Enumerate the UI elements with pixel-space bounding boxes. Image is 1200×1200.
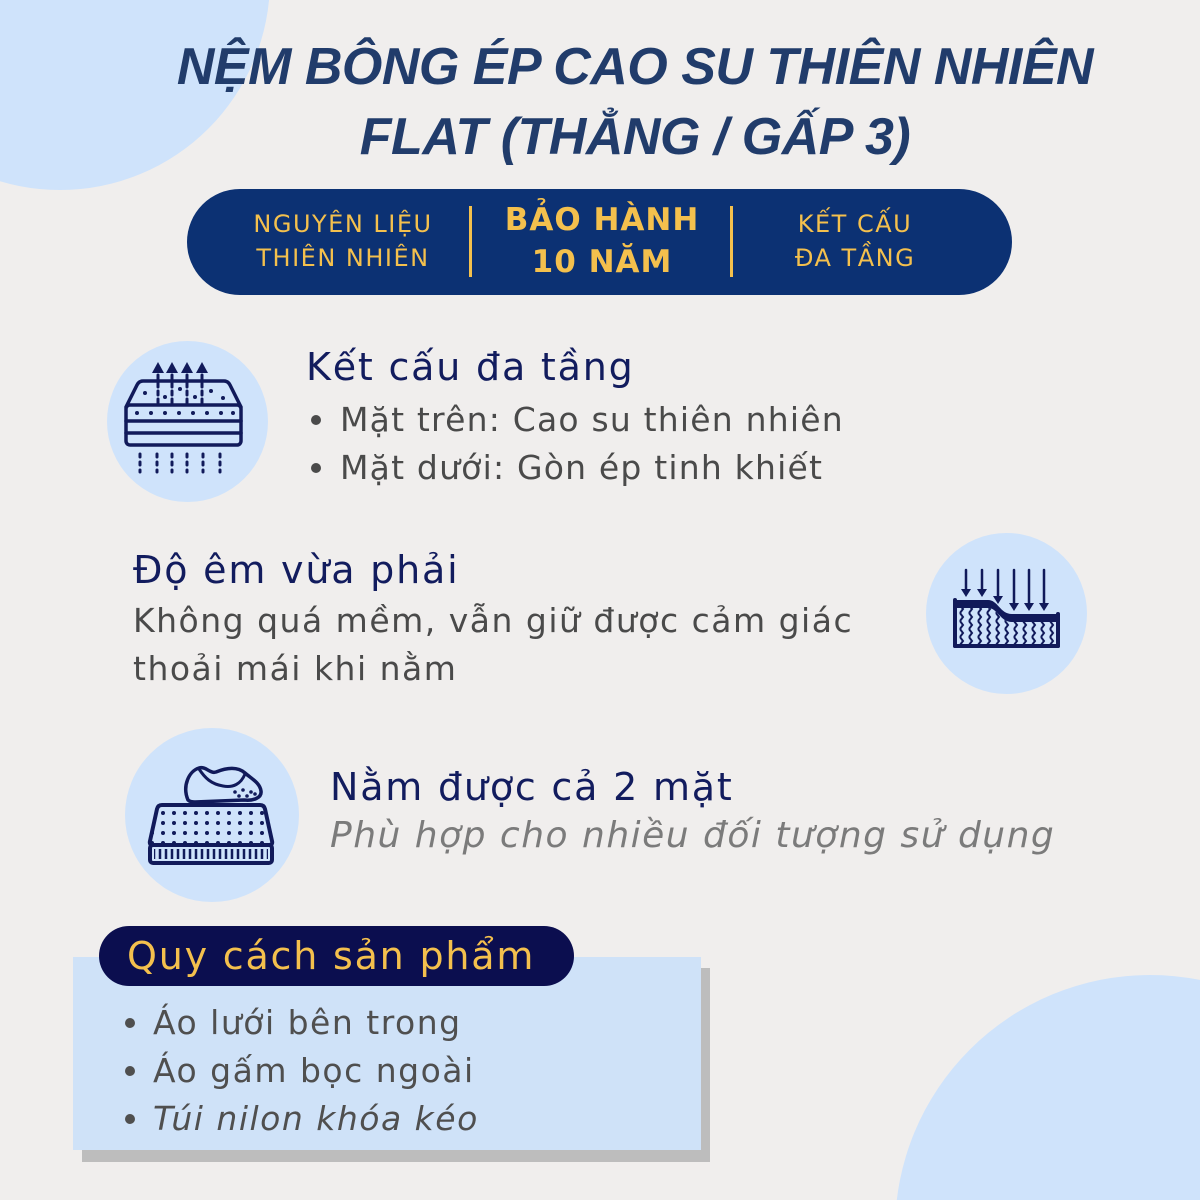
feature-bullet-list: [306, 396, 844, 492]
list-item: Túi nilon khóa kéo: [120, 1095, 479, 1143]
highlight-line: NGUYÊN LIỆU: [253, 210, 433, 238]
feature-subtitle: Phù hợp cho nhiều đối tượng sử dụng: [330, 815, 1056, 856]
feature-description: [133, 597, 853, 693]
highlight-multi-layer: [735, 207, 975, 275]
description-line: Không quá mềm, vẫn giữ được cảm giác: [133, 601, 854, 640]
highlight-line: 10 NĂM: [531, 244, 673, 280]
feature-icon-circle: [125, 728, 299, 902]
layered-mattress-icon: [107, 341, 268, 502]
product-title-line-2: FLAT (THẲNG / GẤP 3): [359, 108, 911, 166]
highlights-badge: [187, 189, 1012, 295]
decor-circle-bottom-right: [895, 975, 1200, 1200]
spec-list: [120, 999, 479, 1143]
product-title: [70, 32, 1200, 172]
highlight-natural-material: [223, 207, 463, 275]
highlight-warranty: [482, 199, 722, 283]
product-title-line-1: NỆM BÔNG ÉP CAO SU THIÊN NHIÊN: [176, 38, 1094, 96]
highlight-line: BẢO HÀNH: [504, 202, 700, 238]
mattress-pillow-icon: [125, 728, 299, 902]
highlight-line: ĐA TẦNG: [794, 244, 916, 272]
feature-title: Kết cấu đa tầng: [306, 345, 635, 389]
badge-divider: [469, 206, 472, 277]
list-item: Mặt dưới: Gòn ép tinh khiết: [306, 444, 844, 492]
feature-title: Độ êm vừa phải: [133, 548, 460, 592]
feature-title: Nằm được cả 2 mặt: [330, 765, 734, 809]
feature-icon-circle: [107, 341, 268, 502]
spec-title: Quy cách sản phẩm: [127, 934, 536, 978]
badge-divider: [730, 206, 733, 277]
highlight-line: THIÊN NHIÊN: [256, 244, 430, 272]
highlight-line: KẾT CẤU: [797, 210, 913, 238]
spec-header: [99, 926, 574, 986]
description-line: thoải mái khi nằm: [133, 649, 458, 688]
list-item: Áo lưới bên trong: [120, 999, 479, 1047]
feature-icon-circle: [926, 533, 1087, 694]
pressure-layers-icon: [926, 533, 1087, 694]
list-item: Mặt trên: Cao su thiên nhiên: [306, 396, 844, 444]
list-item: Áo gấm bọc ngoài: [120, 1047, 479, 1095]
